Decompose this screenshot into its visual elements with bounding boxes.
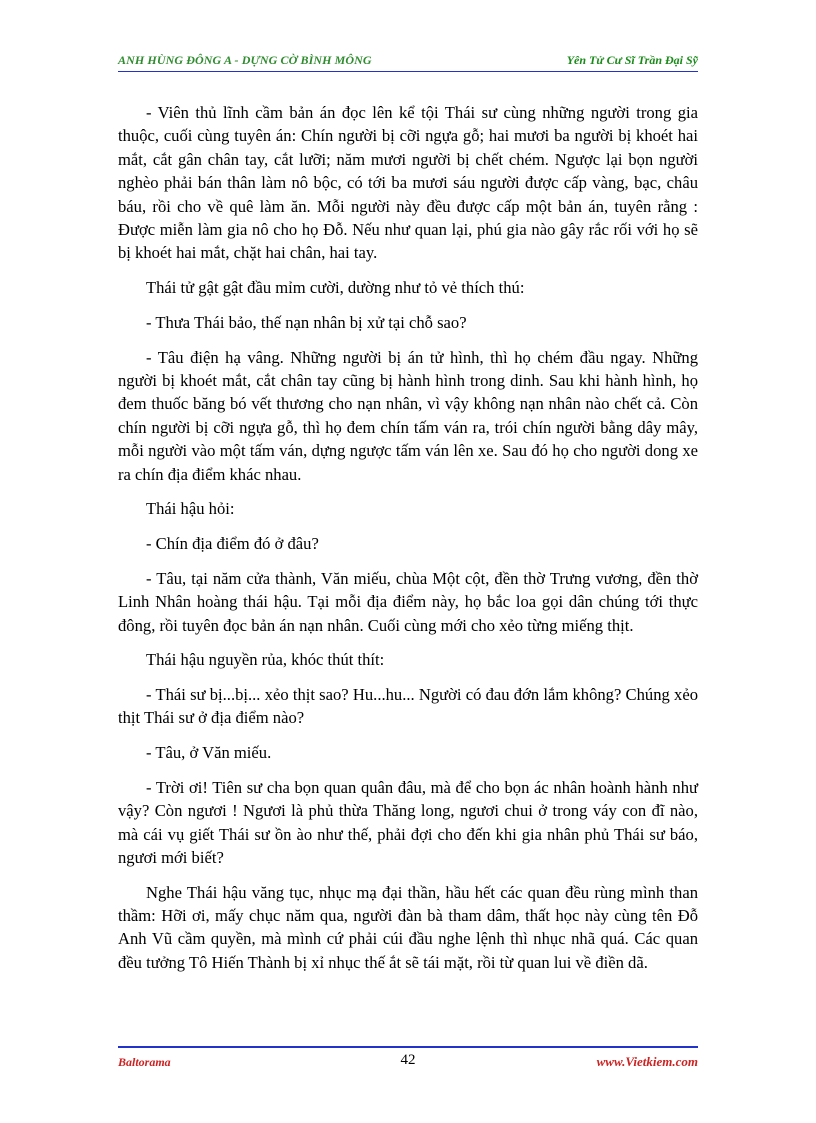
paragraph: Nghe Thái hậu văng tục, nhục mạ đại thần, hầu hết các quan đều rùng mình than thầm: Hỡi ơi, mấy chục năm qua, người đàn bà tham dâm, thất học này cùng tên Đỗ Anh Vũ cầm quyền, mà mình cứ phải cúi đầu nghe lệnh thì nhục nhã quá. Các quan đều tưởng Tô Hiến Thành bị xỉ nhục thế ắt sẽ tái mặt, rồi từ quan lui về điền dã. [118, 882, 698, 972]
header-rule [118, 71, 698, 72]
footer-website-link[interactable]: www.Vietkiem.com [596, 1054, 698, 1069]
footer-publisher: Baltorama [118, 1055, 171, 1069]
paragraph: - Chín địa điểm đó ở đâu? [146, 533, 319, 553]
paragraph: - Tâu, ở Văn miếu. [146, 743, 272, 763]
paragraph: - Trời ơi! Tiên sư cha bọn quan quân đâu, mà để cho bọn ác nhân hoành hành như vậy? Còn ngươi ! Ngươi là phủ thừa Thăng long, ngươi chui ở trong váy con đĩ nào, mà cái vụ giết Thái sư ồn ào như thế, phải đợi cho đến khi gia nhân phủ Thái sư báo, ngươi mới biết? [118, 777, 698, 867]
paragraph: Thái hậu hỏi: [146, 499, 235, 519]
paragraph: - Tâu, tại năm cửa thành, Văn miếu, chùa Một cột, đền thờ Trưng vương, đền thờ Linh Nhân hoàng thái hậu. Tại mỗi địa điểm này, họ bắc loa gọi dân chúng tới thực đông, rồi tuyên đọc bản án nạn nhân. Cuối cùng mới cho xẻo từng miếng thịt. [118, 568, 698, 635]
page-footer [118, 1052, 698, 1072]
paragraph: - Tâu điện hạ vâng. Những người bị án tử hình, thì họ chém đầu ngay. Những người bị khoét mắt, cắt chân tay cũng bị hành hình trong dinh. Sau khi hành hình, họ đem thuốc băng bó vết thương cho nạn nhân, vì vậy không nạn nhân nào chết cả. Còn chín người bị cỡi ngựa gỗ, thì họ đem chín tấm ván ra, trói chín người bằng dây mây, mỗi người vào một tấm ván, dựng ngược tấm ván lên xe. Sau đó họ cho người dong xe ra chín địa điểm khác nhau. [118, 347, 698, 484]
page-header [118, 51, 698, 71]
paragraph: Thái tử gật gật đầu mỉm cười, dường như tỏ vẻ thích thú: [146, 278, 525, 298]
paragraph: - Thưa Thái bảo, thế nạn nhân bị xử tại chỗ sao? [146, 312, 467, 332]
page-body [118, 101, 698, 986]
footer-rule [118, 1046, 698, 1048]
paragraph: Thái hậu nguyền rủa, khóc thút thít: [146, 650, 385, 670]
header-book-title: ANH HÙNG ĐÔNG A - DỰNG CỜ BÌNH MÔNG [118, 53, 372, 67]
paragraph: - Thái sư bị...bị... xẻo thịt sao? Hu...hu... Người có đau đớn lắm không? Chúng xẻo thịt Thái sư ở địa điểm nào? [118, 684, 698, 728]
header-author: Yên Tử Cư Sĩ Trần Đại Sỹ [566, 53, 698, 67]
paragraph: - Viên thủ lĩnh cầm bản án đọc lên kể tội Thái sư cùng những người trong gia thuộc, cuối cùng tuyên án: Chín người bị cỡi ngựa gỗ; hai mươi ba người bị khoét hai mắt, cắt gân chân tay, cắt lưỡi; năm mươi người bị chết chém. Ngược lại bọn người nghèo phải bán thân làm nô bộc, có tới ba mươi sáu người được cấp vàng, bạc, châu báu, rồi cho về quê làm ăn. Mỗi người này đều được cấp một bản án, tuyên rằng : Được miễn làm gia nô cho họ Đỗ. Nếu như quan lại, phú gia nào gây rắc rối với họ sẽ bị khoét hai mắt, chặt hai chân, hai tay. [118, 103, 698, 263]
page-number: 42 [400, 1052, 416, 1068]
